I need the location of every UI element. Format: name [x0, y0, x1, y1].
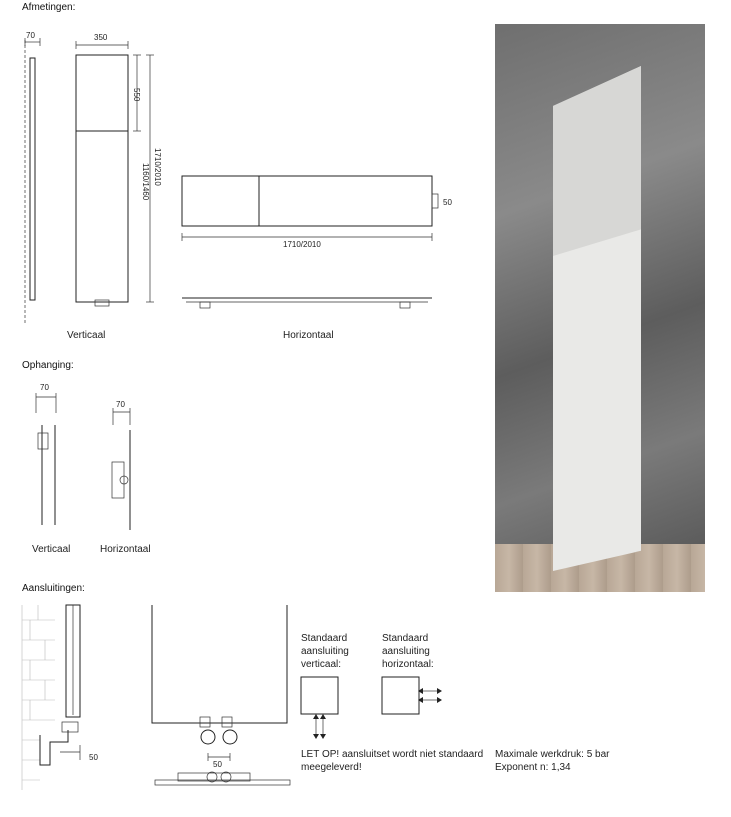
section-heading-dimensions: Afmetingen: [22, 2, 76, 13]
warning-text [301, 748, 483, 774]
conn-front-panel [152, 605, 287, 723]
conn-pipe [40, 730, 68, 765]
dim-50-label: 50 [443, 198, 452, 207]
mount-h-70-label: 70 [116, 400, 125, 409]
warning-line-1: LET OP! aansluitset wordt niet standaard [301, 749, 484, 760]
conn-valve-right [223, 730, 237, 744]
dim-1710-horizontal-label: 1710/2010 [283, 240, 321, 249]
conn-valve-left [201, 730, 215, 744]
standard-vertical-text [301, 632, 349, 671]
side-profile-panel [30, 58, 35, 300]
dim-70-label: 70 [26, 31, 35, 40]
mount-label-horizontal: Horizontaal [100, 544, 151, 555]
standard-horizontal-line-1: Standaard [382, 633, 429, 644]
mount-v-70-label: 70 [40, 383, 49, 392]
product-photo [495, 24, 705, 592]
standard-vertical-line-2: aansluiting [301, 646, 349, 657]
horizontal-front-panel [182, 176, 432, 226]
specs-text [495, 748, 609, 774]
section-heading-connections: Aansluitingen: [22, 583, 85, 594]
mount-v-bracket [38, 433, 48, 449]
standard-horizontal-box [382, 677, 419, 714]
mount-h-bracket [112, 462, 124, 498]
horizontal-valve [432, 194, 438, 208]
dim-1710-vertical-label: 1710/2010 [153, 148, 162, 186]
standard-horizontal-line-2: aansluiting [382, 646, 430, 657]
dim-350-label: 350 [94, 33, 108, 42]
section-heading-mounting: Ophanging: [22, 360, 74, 371]
label-horizontal: Horizontaal [283, 330, 334, 341]
dim-550-label: 550 [132, 88, 141, 102]
vertical-front-panel [76, 55, 128, 302]
conn-mid-50-label: 50 [213, 760, 222, 769]
dim-1160-label: 1160/1460 [141, 163, 150, 201]
standard-horizontal-text [382, 632, 434, 671]
photo-radiator-mirror [553, 66, 641, 256]
mount-label-vertical: Verticaal [32, 544, 71, 555]
conn-left-50-label: 50 [89, 753, 98, 762]
standard-vertical-box [301, 677, 338, 714]
standard-horizontal-line-3: horizontaal: [382, 659, 434, 670]
label-vertical: Verticaal [67, 330, 106, 341]
spec-exponent: Exponent n: 1,34 [495, 762, 571, 773]
warning-line-2: meegeleverd! [301, 762, 362, 773]
spec-pressure: Maximale werkdruk: 5 bar [495, 749, 610, 760]
standard-vertical-line-3: verticaal: [301, 659, 342, 670]
standard-vertical-line-1: Standaard [301, 633, 348, 644]
